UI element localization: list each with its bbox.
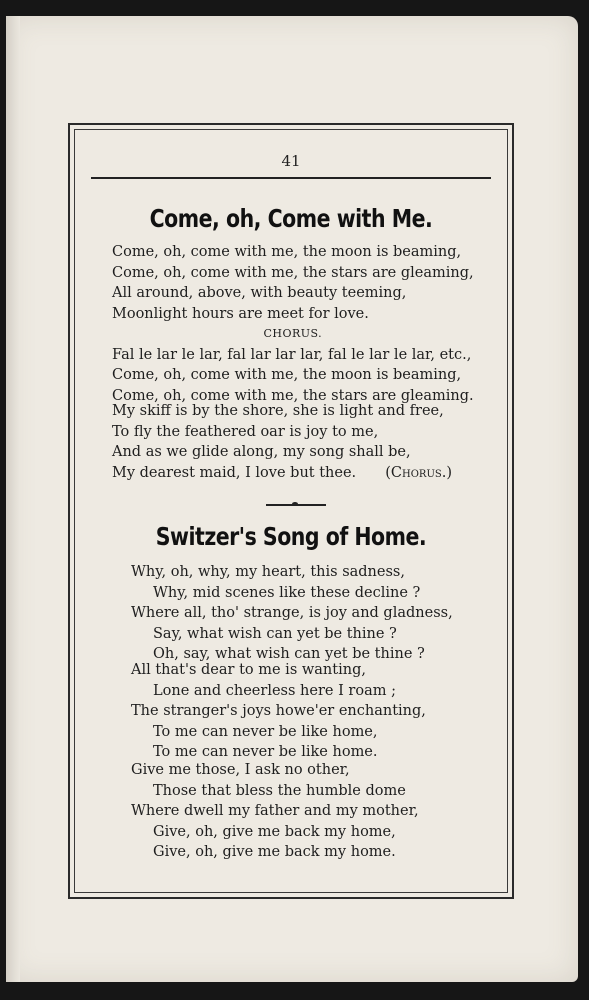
verse-line: Where all, tho' strange, is joy and gladness, (131, 605, 453, 621)
page-number: 41 (281, 152, 301, 170)
song2-verse2 (131, 660, 426, 763)
page-border-frame (68, 123, 514, 899)
song2-verse1 (131, 562, 453, 665)
verse-line: Give, oh, give me back my home. (153, 844, 396, 860)
verse-line (112, 463, 452, 484)
verse-line: All around, above, with beauty teeming, (112, 285, 407, 301)
book-page (6, 16, 578, 982)
verse-line: Moonlight hours are meet for love. (112, 305, 369, 322)
verse-line: Give me those, I ask no other, (131, 762, 350, 778)
header-rule (91, 177, 491, 179)
song2-verse3 (131, 760, 419, 863)
page-gutter (6, 16, 20, 982)
chorus-line: Come, oh, come with me, the moon is beaming, (112, 367, 462, 383)
chorus-line: Fal le lar le lar, fal lar lar lar, fal le lar le lar, etc., (112, 346, 472, 363)
verse-line: Come, oh, come with me, the stars are gleaming, (112, 264, 474, 281)
verse-line: Oh, say, what wish can yet be thine ? (153, 646, 425, 662)
verse-line: Where dwell my father and my mother, (131, 803, 419, 819)
verse-line-text: My dearest maid, I love but thee. (112, 464, 357, 481)
divider-ornament (292, 502, 298, 506)
song1-verse2 (112, 401, 452, 483)
verse-line: My skiff is by the shore, she is light and free, (112, 403, 444, 419)
verse-line: All that's dear to me is wanting, (131, 662, 366, 678)
section-divider (266, 504, 326, 506)
verse-line: Those that bless the humble dome (153, 782, 406, 799)
verse-line: To fly the feathered oar is joy to me, (112, 423, 379, 440)
verse-line: Give, oh, give me back my home, (153, 823, 396, 840)
verse-line: To me can never be like home, (153, 723, 378, 740)
verse-line: The stranger's joys howe'er enchanting, (131, 703, 426, 719)
verse-line: Lone and cheerless here I roam ; (153, 682, 396, 699)
chorus-label: CHORUS. (263, 327, 323, 340)
verse-line: Why, oh, why, my heart, this sadness, (131, 564, 405, 580)
page-inner-frame (74, 129, 508, 893)
verse-line: Why, mid scenes like these decline ? (153, 584, 421, 601)
verse-line: And as we glide along, my song shall be, (112, 444, 411, 460)
verse-line: Say, what wish can yet be thine ? (153, 625, 397, 642)
song1-verse1 (112, 242, 474, 406)
song-title-switzers-song: Switzer's Song of Home. (155, 522, 427, 551)
chorus-line: Come, oh, come with me, the stars are gleaming. (112, 387, 474, 404)
song-title-come-oh-come: Come, oh, Come with Me. (149, 204, 433, 233)
chorus-reference: (Chorus.) (385, 464, 452, 481)
verse-line: Come, oh, come with me, the moon is beaming, (112, 244, 462, 260)
verse-line: To me can never be like home. (153, 744, 378, 760)
